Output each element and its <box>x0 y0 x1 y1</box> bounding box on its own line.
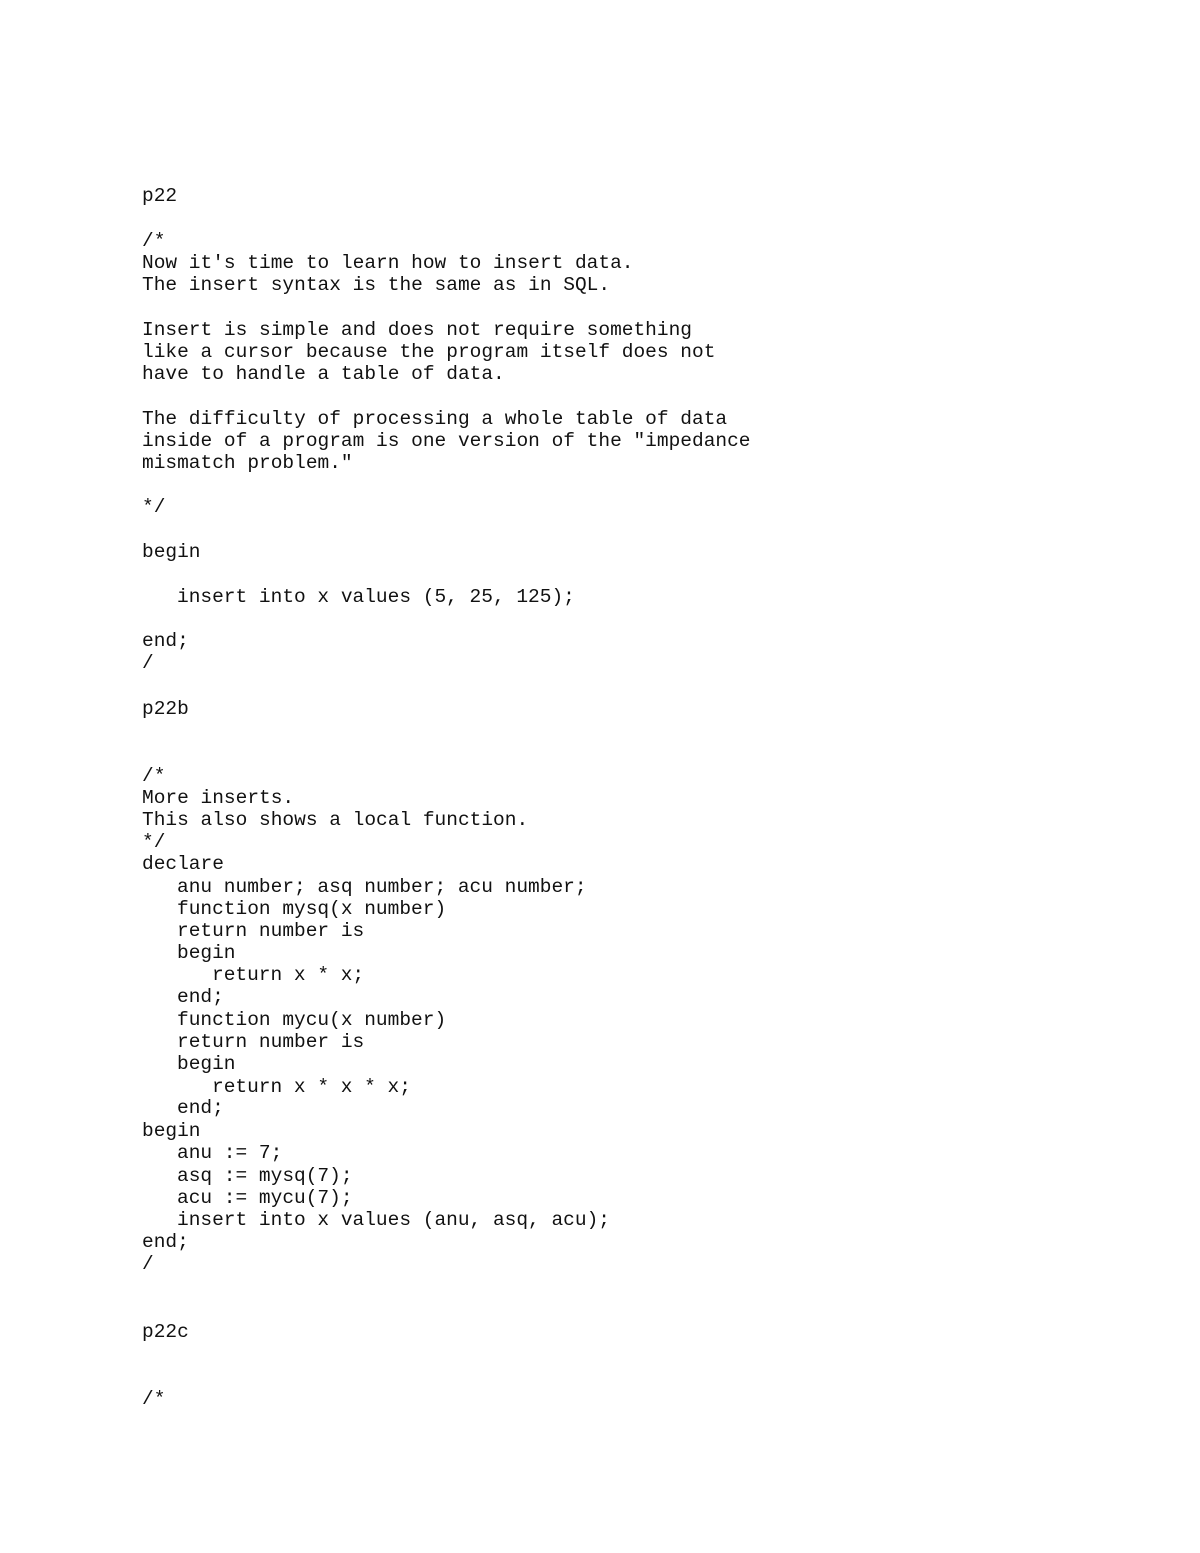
comment-close: */ <box>142 496 166 518</box>
code-function-body: return x * x; <box>212 964 365 986</box>
code-assignment: acu := mycu(7); <box>177 1187 353 1209</box>
code-assignment: asq := mysq(7); <box>177 1165 353 1187</box>
code-declare: declare <box>142 853 224 875</box>
comment-close: */ <box>142 831 166 853</box>
comment-line: The difficulty of processing a whole table of data <box>142 408 728 430</box>
code-function-begin: begin <box>177 942 236 964</box>
code-begin: begin <box>142 541 201 563</box>
section-label-p22c: p22c <box>142 1321 189 1343</box>
comment-line: This also shows a local function. <box>142 809 529 831</box>
code-end: end; <box>142 1231 189 1253</box>
comment-line: The insert syntax is the same as in SQL. <box>142 274 611 296</box>
code-function-signature: function mycu(x number) <box>177 1009 447 1031</box>
code-function-return: return number is <box>177 920 365 942</box>
comment-line: Now it's time to learn how to insert data. <box>142 252 634 274</box>
code-slash: / <box>142 1253 154 1275</box>
section-label-p22b: p22b <box>142 698 189 720</box>
code-slash: / <box>142 652 154 674</box>
code-end: end; <box>142 630 189 652</box>
comment-line: Insert is simple and does not require something <box>142 319 692 341</box>
section-label-p22: p22 <box>142 185 178 207</box>
comment-open: /* <box>142 230 166 252</box>
code-function-body: return x * x * x; <box>212 1076 411 1098</box>
code-insert-statement: insert into x values (anu, asq, acu); <box>177 1209 610 1231</box>
comment-open: /* <box>142 1388 166 1410</box>
code-function-end: end; <box>177 1097 224 1119</box>
code-function-begin: begin <box>177 1053 236 1075</box>
comment-line: have to handle a table of data. <box>142 363 505 385</box>
code-function-signature: function mysq(x number) <box>177 898 447 920</box>
comment-line: More inserts. <box>142 787 295 809</box>
code-function-end: end; <box>177 986 224 1008</box>
code-assignment: anu := 7; <box>177 1142 283 1164</box>
comment-line: inside of a program is one version of the "impedance <box>142 430 751 452</box>
comment-line: like a cursor because the program itself does not <box>142 341 716 363</box>
code-begin: begin <box>142 1120 201 1142</box>
code-variable-declarations: anu number; asq number; acu number; <box>177 876 587 898</box>
code-insert-statement: insert into x values (5, 25, 125); <box>177 586 575 608</box>
comment-open: /* <box>142 765 166 787</box>
comment-line: mismatch problem." <box>142 452 353 474</box>
code-function-return: return number is <box>177 1031 365 1053</box>
